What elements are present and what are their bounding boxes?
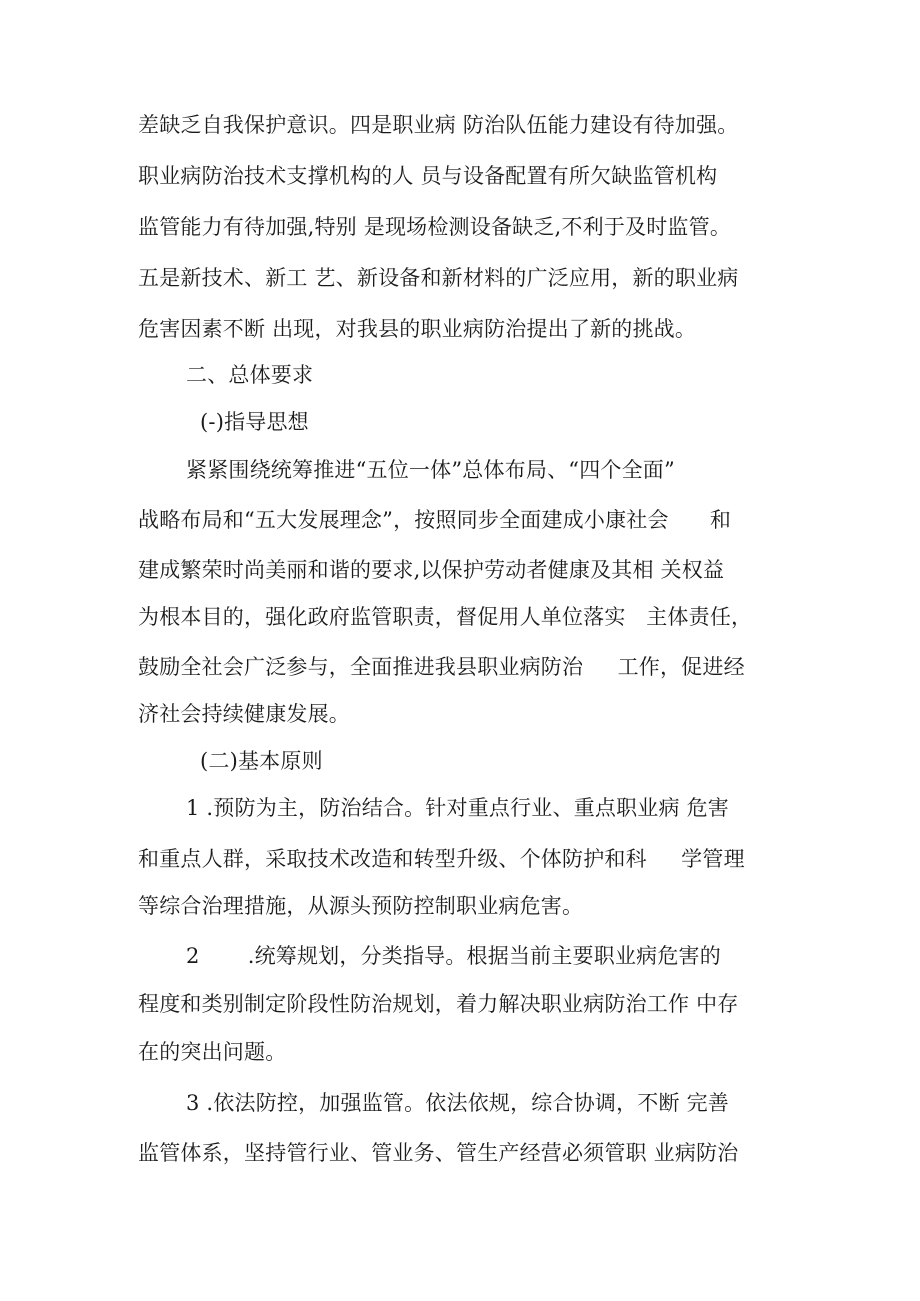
body-line: 监管能力有待加强,特别 是现场检测设备缺乏,不利于及时监管。 [138, 215, 732, 239]
body-line: 差缺乏自我保护意识。四是职业病 防治队伍能力建设有待加强。 [138, 113, 739, 137]
body-line: 在的突出问题。 [138, 1040, 287, 1064]
subsection-heading: (-)指导思想 [200, 410, 309, 434]
body-line: 监管体系，坚持管行业、管业务、管生产经营必须管职 业病防治 [138, 1141, 739, 1165]
section-heading: 二、总体要求 [186, 363, 314, 387]
body-line: 济社会持续健康发展。 [138, 702, 350, 726]
body-line: 等综合治理措施，从源头预防控制职业病危害。 [138, 894, 584, 918]
body-line: 程度和类别制定阶段性防治规划，着力解决职业病防治工作 中存 [138, 992, 739, 1016]
body-line: 和重点人群，采取技术改造和转型升级、个体防护和科 学管理 [138, 847, 745, 871]
body-line: 为根本目的，强化政府监管职责，督促用人单位落实 主体责任， [138, 605, 753, 629]
body-line: 危害因素不断 出现，对我县的职业病防治提出了新的挑战。 [138, 317, 697, 341]
body-line: 2 .统筹规划，分类指导。根据当前主要职业病危害的 [186, 944, 721, 968]
body-line: 3 .依法防控，加强监管。依法依规，综合协调，不断 完善 [186, 1091, 729, 1115]
body-line: 建成繁荣时尚美丽和谐的要求,以保护劳动者健康及其相 关权益 [138, 558, 725, 582]
body-line: 紧紧围绕统筹推进“五位一体”总体布局、“四个全面” [186, 458, 675, 482]
body-line: 五是新技术、新工 艺、新设备和新材料的广泛应用，新的职业病 [138, 266, 739, 290]
body-line: 鼓励全社会广泛参与，全面推进我县职业病防治 工作，促进经 [138, 655, 745, 679]
body-line: 职业病防治技术支撑机构的人 员与设备配置有所欠缺监管机构 [138, 164, 718, 188]
subsection-heading: (二)基本原则 [200, 749, 323, 773]
body-line: 战略布局和“五大发展理念”，按照同步全面建成小康社会 和 [138, 508, 732, 532]
body-line: 1 .预防为主，防治结合。针对重点行业、重点职业病 危害 [186, 796, 729, 820]
